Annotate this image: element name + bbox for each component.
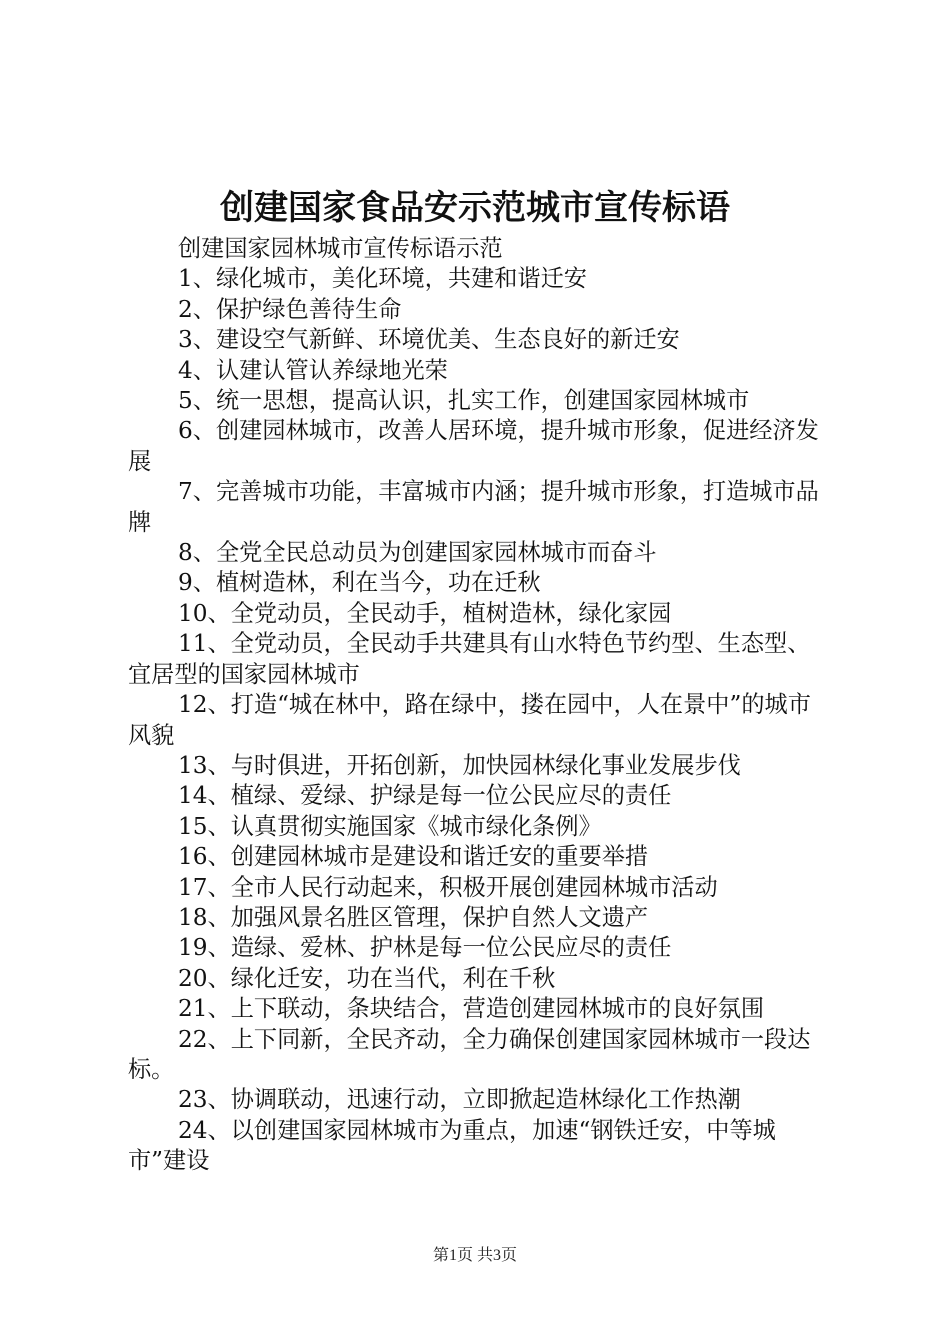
paragraph: 22、上下同新，全民齐动，全力确保创建国家园林城市一段达标。 [128,1025,811,1083]
paragraph: 24、以创建国家园林城市为重点，加速“钢铁迁安，中等城市”建设 [128,1116,776,1175]
paragraph: 21、上下联动，条块结合，营造创建园林城市的良好氛围 [178,995,765,1023]
paragraph: 16、创建园林城市是建设和谐迁安的重要举措 [178,843,649,871]
paragraph: 4、认建认管认养绿地光荣 [178,356,448,384]
paragraph: 8、全党全民总动员为创建国家园林城市而奋斗 [178,539,657,567]
paragraph: 19、造绿、爱林、护林是每一位公民应尽的责任 [178,934,672,962]
paragraph: 10、全党动员，全民动手，植树造林，绿化家园 [178,599,672,627]
paragraph: 18、加强风景名胜区管理，保护自然人文遗产 [178,903,649,931]
paragraph: 23、协调联动，迅速行动，立即掀起造林绿化工作热潮 [178,1086,741,1114]
paragraph: 12、打造“城在林中，路在绿中，搂在园中，人在景中”的城市风貌 [128,691,811,749]
paragraph: 6、创建园林城市，改善人居环境，提升城市形象，促进经济发展 [128,417,819,475]
document-body [128,234,832,1177]
paragraph: 14、植绿、爱绿、护绿是每一位公民应尽的责任 [178,782,672,810]
paragraph: 2、保护绿色善待生命 [178,295,402,323]
paragraph: 3、建设空气新鲜、环境优美、生态良好的新迁安 [178,326,680,354]
paragraph: 15、认真贯彻实施国家《城市绿化条例》 [178,812,602,840]
paragraph: 13、与时俱进，开拓创新，加快园林绿化事业发展步伐 [178,751,741,779]
paragraph: 1、绿化城市，美化环境，共建和谐迁安 [178,265,587,293]
page-footer: 第1页 共3页 [432,1247,517,1264]
paragraph: 9、植树造林，利在当今，功在迁秋 [178,569,541,597]
paragraph: 20、绿化迁安，功在当代，利在千秋 [178,964,556,992]
document-title: 创建国家食品安示范城市宣传标语 [220,188,730,228]
paragraph: 5、统一思想，提高认识，扎实工作，创建国家园林城市 [178,387,750,415]
paragraph: 11、全党动员，全民动手共建具有山水特色节约型、生态型、宜居型的国家园林城市 [128,630,811,688]
paragraph: 17、全市人民行动起来，积极开展创建园林城市活动 [178,873,718,901]
paragraph: 7、完善城市功能，丰富城市内涵；提升城市形象，打造城市品牌 [128,478,819,536]
paragraph: 创建国家园林城市宣传标语示范 [178,235,503,262]
